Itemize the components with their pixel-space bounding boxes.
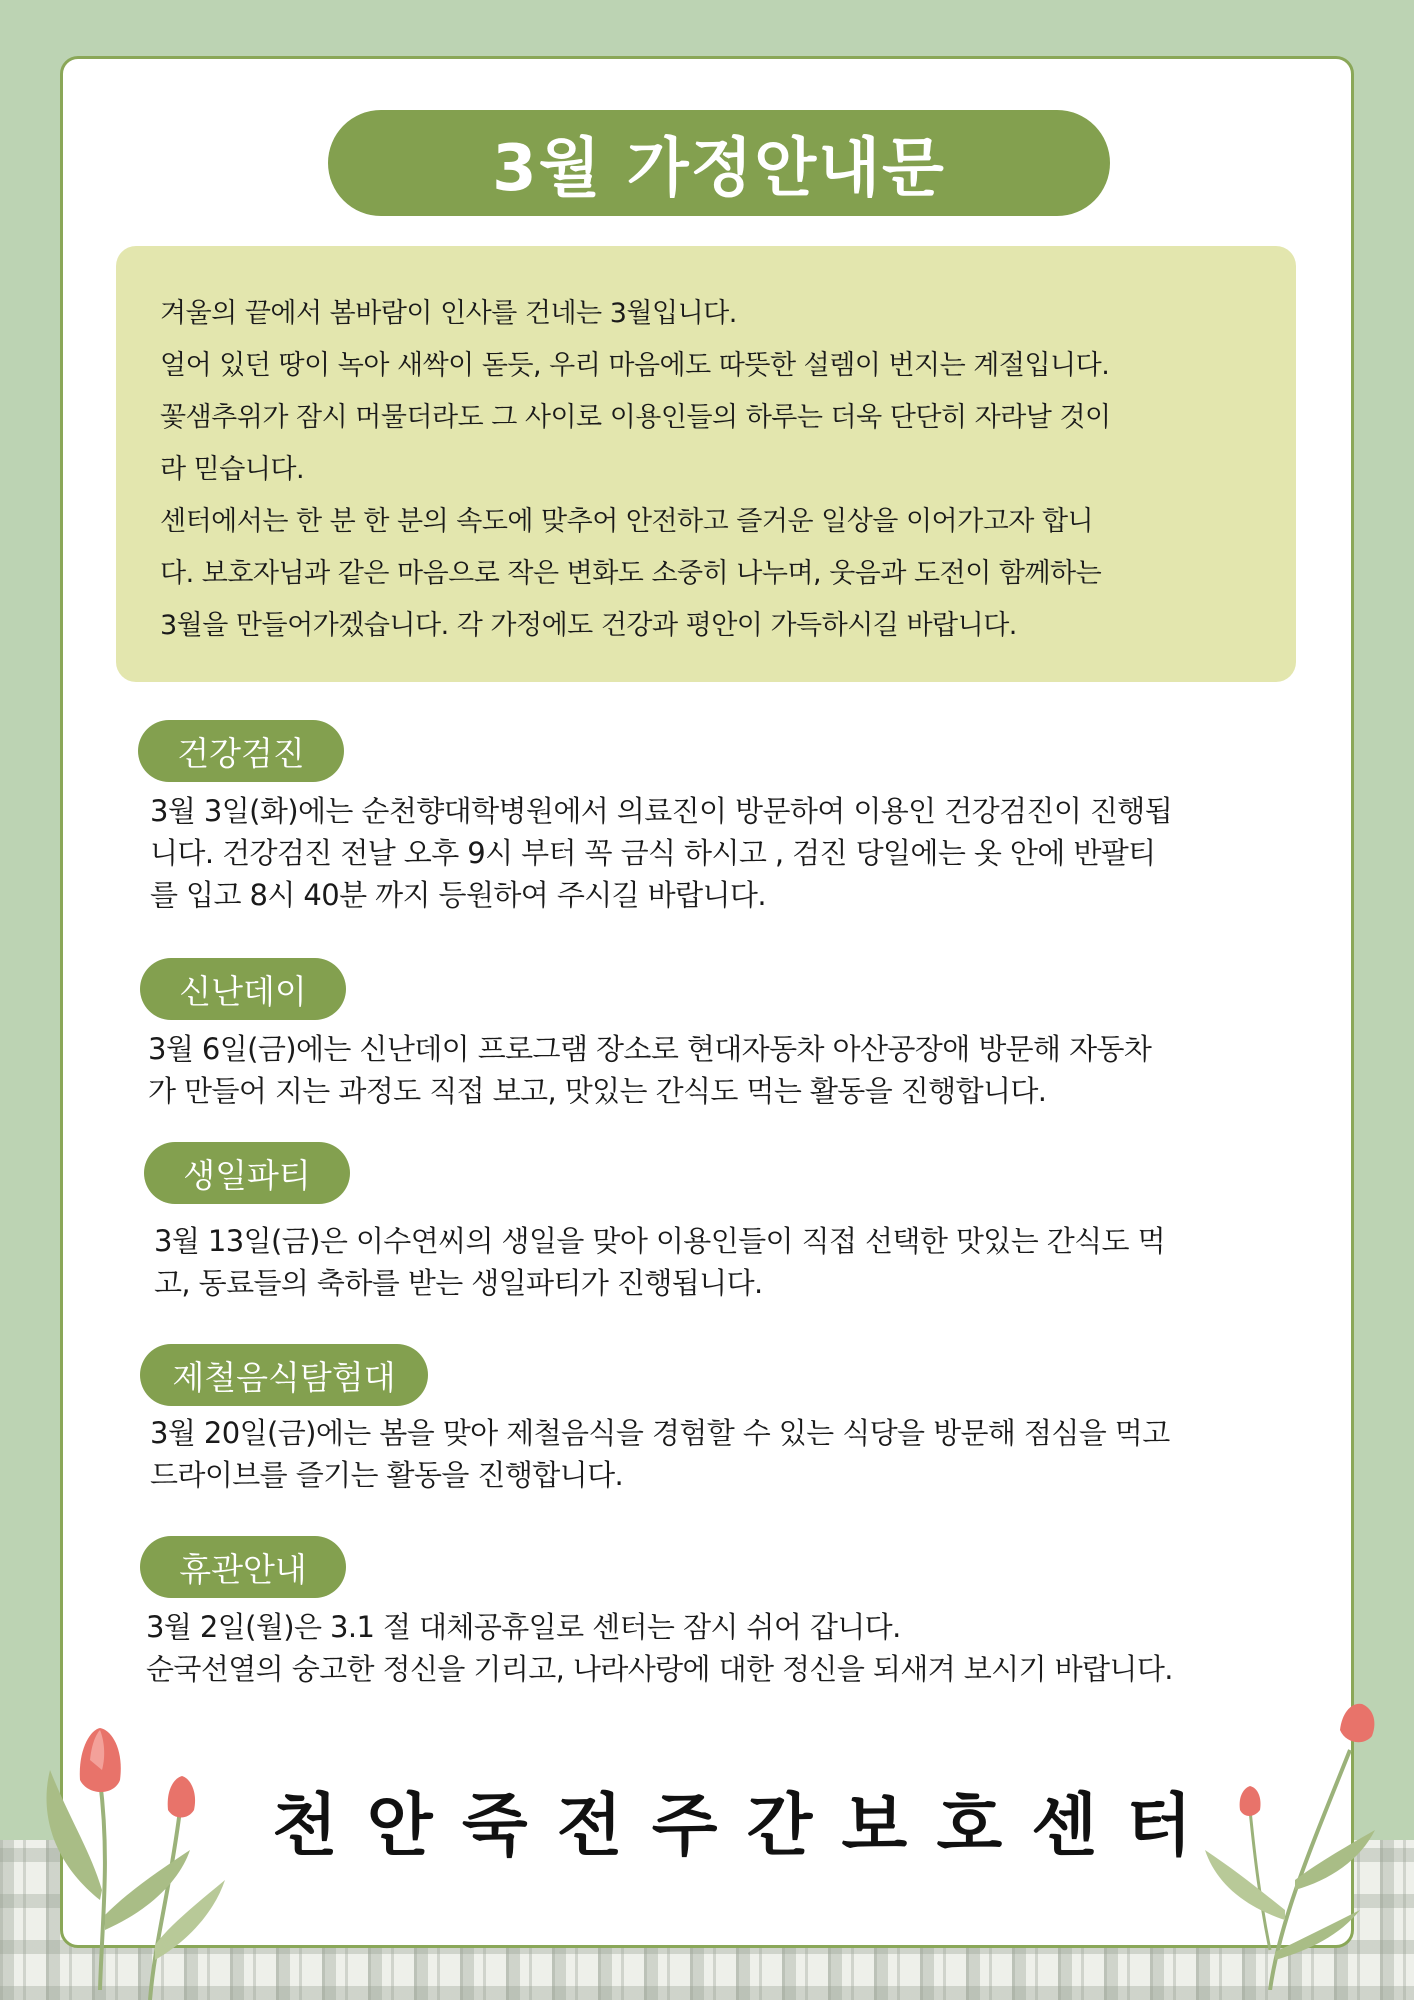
intro-box: [116, 246, 1296, 682]
section-label-text: 휴관안내: [179, 1549, 307, 1589]
center-name-char: 간: [746, 1787, 813, 1866]
section-line: 3월 13일(금)은 이수연씨의 생일을 맞아 이용인들이 직접 선택한 맛있는 간식도 먹: [154, 1224, 1165, 1258]
section-label-text: 제철음식탐험대: [172, 1357, 396, 1397]
section-label-birthday-party: [144, 1142, 350, 1204]
center-name-char: 전: [556, 1787, 623, 1866]
tulip-flower-right-icon: [1200, 1690, 1390, 1990]
section-line: 가 만들어 지는 과정도 직접 보고, 맛있는 간식도 먹는 활동을 진행합니다.: [148, 1074, 1047, 1108]
section-line: 고, 동료들의 축하를 받는 생일파티가 진행됩니다.: [154, 1266, 763, 1300]
intro-line: 3월을 만들어가겠습니다. 각 가정에도 건강과 평안이 가득하시길 바랍니다.: [160, 610, 1017, 641]
section-body-birthday-party: [154, 1220, 1165, 1304]
center-name-char: 죽: [461, 1787, 528, 1866]
section-label-text: 건강검진: [177, 733, 305, 773]
intro-line: 센터에서는 한 분 한 분의 속도에 맞추어 안전하고 즐거운 일상을 이어가고자 합니: [160, 506, 1094, 537]
section-line: 3월 20일(금)에는 봄을 맞아 제철음식을 경험할 수 있는 식당을 방문해 점심을 먹고: [150, 1416, 1170, 1450]
section-body-exciting-day: [148, 1028, 1151, 1112]
section-label-seasonal-food: [140, 1344, 428, 1406]
page-title: 3월 가정안내문: [492, 132, 946, 206]
center-name-char: 호: [936, 1787, 1003, 1866]
section-label-closure-notice: [140, 1536, 346, 1598]
section-line: 를 입고 8시 40분 까지 등원하여 주시길 바랍니다.: [150, 878, 766, 912]
intro-line: 라 믿습니다.: [160, 454, 305, 485]
intro-line: 얼어 있던 땅이 녹아 새싹이 돋듯, 우리 마음에도 따뜻한 설렘이 번지는 계절입니다.: [160, 350, 1110, 381]
intro-line: 다. 보호자님과 같은 마음으로 작은 변화도 소중히 나누며, 웃음과 도전이 함께하는: [160, 558, 1102, 589]
section-line: 드라이브를 즐기는 활동을 진행합니다.: [150, 1458, 624, 1492]
section-line: 3월 3일(화)에는 순천향대학병원에서 의료진이 방문하여 이용인 건강검진이 진행됩: [150, 794, 1173, 828]
section-line: 3월 6일(금)에는 신난데이 프로그램 장소로 현대자동차 아산공장애 방문해 자동차: [148, 1032, 1152, 1066]
section-label-exciting-day: [140, 958, 346, 1020]
section-line: 니다. 건강검진 전날 오후 9시 부터 꼭 금식 하시고 , 검진 당일에는 옷 안에 반팔티: [150, 836, 1156, 870]
center-name: [272, 1772, 1192, 1869]
section-line: 3월 2일(월)은 3.1 절 대체공휴일로 센터는 잠시 쉬어 갑니다.: [146, 1610, 901, 1644]
center-name-char: 천: [272, 1787, 338, 1866]
section-label-text: 생일파티: [183, 1155, 311, 1195]
section-body-seasonal-food: [150, 1412, 1170, 1496]
section-line: 순국선열의 숭고한 정신을 기리고, 나라사랑에 대한 정신을 되새겨 보시기 바랍니다.: [146, 1652, 1173, 1686]
center-name-char: 주: [651, 1787, 718, 1866]
center-name-char: 안: [366, 1787, 433, 1866]
tulip-flower-left-icon: [30, 1700, 230, 2000]
center-name-char: 센: [1031, 1787, 1098, 1866]
title-banner: [328, 110, 1110, 216]
center-name-char: 보: [841, 1787, 908, 1866]
intro-line: 꽃샘추위가 잠시 머물더라도 그 사이로 이용인들의 하루는 더욱 단단히 자라날 것이: [160, 402, 1111, 433]
section-body-health-checkup: [150, 790, 1172, 916]
center-name-char: 터: [1126, 1787, 1192, 1866]
intro-line: 겨울의 끝에서 봄바람이 인사를 건네는 3월입니다.: [160, 298, 737, 329]
section-label-health-checkup: [138, 720, 344, 782]
section-body-closure-notice: [146, 1606, 1173, 1690]
section-label-text: 신난데이: [179, 971, 307, 1011]
